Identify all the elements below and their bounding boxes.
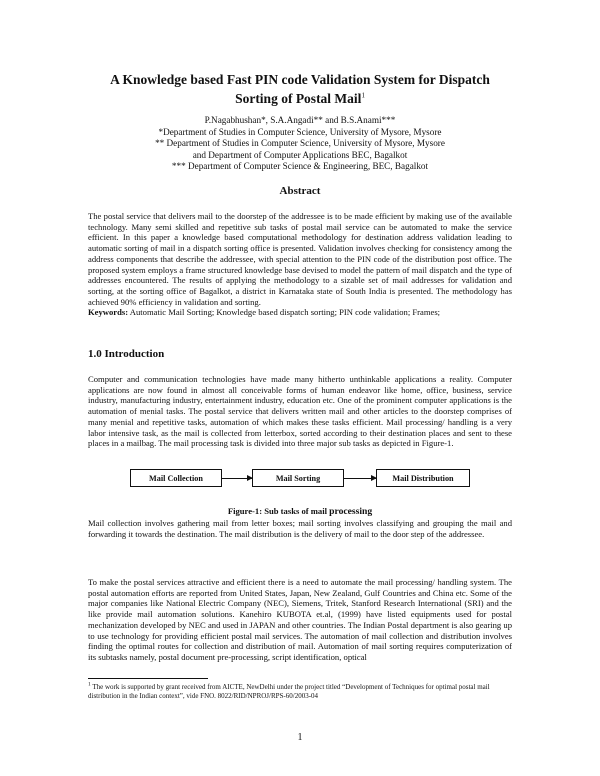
title-footnote-mark: 1 (361, 91, 365, 100)
keywords-label: Keywords: (88, 307, 129, 318)
paper-title (60, 70, 540, 108)
arrow-collection-to-sorting (222, 478, 252, 479)
mail-collection-box: Mail Collection (130, 469, 222, 487)
author-block (60, 115, 540, 173)
abstract-text: The postal service that delivers mail to the doorstep of the addressee is to be made efficient by making use of the available technology. Many semi skilled and repetitive sub tasks of postal mail service can be automated to make the service efficient. In this paper a knowledge based computational methodology for destination address validation leading to automatic sorting of mail in a dispatch sorting office is presented. Validation involves checking for consistency among the address components that describe the addressee, with special attention to the PIN code of the distribution post office. The proposed system employs a frame structured knowledge base devised to model the pattern of mail dispatch and the type of addresses encountered. The results of applying the methodology to a sizable set of mail addresses for validation and sorting, at the sorting office of Bagalkot, a district in Karnataka state of South India is presented. The methodology has achieved 90% efficiency in validation and sorting. (88, 211, 512, 307)
title-line-1: A Knowledge based Fast PIN code Validation System for Dispatch (110, 72, 490, 87)
mail-sorting-box: Mail Sorting (252, 469, 344, 487)
author-names: P.Nagabhushan*, S.A.Angadi** and B.S.Anami*** (204, 115, 396, 125)
arrow-sorting-to-distribution (344, 478, 376, 479)
keywords-text: Automatic Mail Sorting; Knowledge based dispatch sorting; PIN code validation; Frames; (128, 307, 441, 318)
intro-paragraph-2: Mail collection involves gathering mail from letter boxes; mail sorting involves classifying and grouping the mail and forwarding it towards the destination. The mail distribution is the delivery of mail to the door step of the addressee. (88, 518, 512, 539)
affiliation-3: and Department of Computer Applications BEC, Bagalkot (192, 149, 408, 160)
abstract-body (88, 211, 512, 318)
page-number: 1 (297, 732, 303, 743)
figure-1-caption (60, 506, 540, 517)
figure-1-diagram (130, 469, 470, 489)
footnote (88, 683, 512, 702)
affiliation-2: ** Department of Studies in Computer Science, University of Mysore, Mysore (155, 138, 445, 149)
affiliation-4: *** Department of Computer Science & Engineering, BEC, Bagalkot (171, 161, 429, 172)
intro-paragraph-3: To make the postal services attractive and efficient there is a need to automate the mail processing/ handling system. The postal automation efforts are reported from United States, Japan, New Zealand, Gulf Countries and China etc. Some of the major companies like National Electric Company (NEC), Siemens, Tritek, Stanford Research International (SRI) and the like provide mail automation solutions. Kanehiro KUBOTA et.al, (1999) have listed equipments used for postal mechanization developed by NEC and used in JAPAN and other countries. The Indian Postal department is also gearing up to use technology for providing efficient postal mail services. The automation of mail collection and distribution involves finding the optimal routes for collection and distribution of mail. Automation of mail sorting requires computerization of its subtasks namely, postal document pre-processing, script identification, optical (88, 577, 512, 662)
affiliation-1: *Department of Studies in Computer Science, University of Mysore, Mysore (158, 126, 442, 137)
title-line-2: Sorting of Postal Mail (235, 91, 362, 106)
caption-suffix: processing (329, 506, 373, 517)
abstract-heading: Abstract (279, 185, 321, 197)
footnote-mark: 1 (88, 681, 91, 688)
mail-distribution-box: Mail Distribution (376, 469, 470, 487)
caption-prefix: Figure-1: Sub tasks of mail (227, 506, 330, 516)
footnote-divider (88, 678, 208, 679)
intro-paragraph-1: Computer and communication technologies have made many hitherto unthinkable applications a reality. Computer applications are now found in almost all conceivable forms of human endeavor like home, office, business, service industry, manufacturing industry, entertainment industry, education etc. One of the prominent computer applications is the automation of menial tasks. The postal service that delivers written mail and other articles to the doorstep comprises of many menial and repetitive tasks, automation of which makes these tasks efficient. Mail processing/ handling is a very labor intensive task, as the mail is collected from letterbox, sorted according to their destination places and sent to these places in a mailbag. The mail processing task is divided into three major sub tasks as depicted in Figure-1. (88, 374, 512, 449)
footnote-text: The work is supported by grant received from AICTE, NewDelhi under the project titled “Development of Techniques for optimal postal mail distribution in the Indian context”, vide FNO. 8022/RID/NPROJ/RPS-60/2003-04 (88, 683, 490, 701)
introduction-heading: 1.0 Introduction (88, 348, 165, 360)
